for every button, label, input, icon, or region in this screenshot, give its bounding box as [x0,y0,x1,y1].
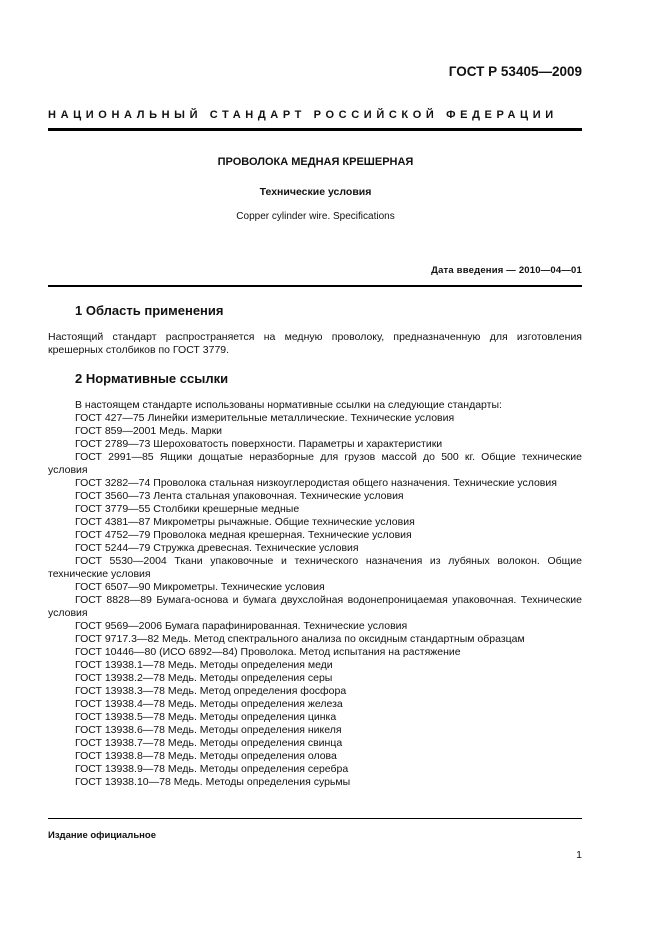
reference-item: ГОСТ 13938.6—78 Медь. Методы определения никеля [75,724,342,736]
reference-item: ГОСТ 13938.9—78 Медь. Методы определения серебра [75,763,349,775]
reference-item: ГОСТ 9569—2006 Бумага парафинированная. Технические условия [75,620,408,632]
official-edition-label: Издание официальное [48,830,156,841]
document-subtitle: Технические условия [259,186,372,198]
reference-item: ГОСТ 13938.3—78 Медь. Метод определения фосфора [75,685,347,697]
reference-item: ГОСТ 2991—85 Ящики дощатые неразборные для грузов массой до 500 кг. Общие технические условия [48,451,582,476]
document-code: ГОСТ Р 53405—2009 [448,64,582,79]
english-title: Copper cylinder wire. Specifications [236,211,395,222]
reference-item: ГОСТ 6507—90 Микрометры. Технические условия [75,581,325,593]
section-1-heading: 1 Область применения [75,303,224,318]
reference-item: ГОСТ 13938.7—78 Медь. Методы определения свинца [75,737,343,749]
reference-item: ГОСТ 13938.8—78 Медь. Методы определения олова [75,750,337,762]
reference-item: ГОСТ 3282—74 Проволока стальная низкоуглеродистая общего назначения. Технические условия [75,477,557,489]
date-rule [48,285,582,287]
reference-item: ГОСТ 13938.1—78 Медь. Методы определения меди [75,659,333,671]
section-2-intro: В настоящем стандарте использованы нормативные ссылки на следующие стандарты: [75,399,502,411]
reference-item: ГОСТ 2789—73 Шероховатость поверхности. Параметры и характеристики [75,438,443,450]
reference-item: ГОСТ 5244—79 Стружка древесная. Технические условия [75,542,359,554]
reference-item: ГОСТ 4752—79 Проволока медная крешерная. Технические условия [75,529,412,541]
national-standard-banner: НАЦИОНАЛЬНЫЙ СТАНДАРТ РОССИЙСКОЙ ФЕДЕРАЦИИ [48,109,558,121]
page-number: 1 [576,849,582,861]
reference-item: ГОСТ 859—2001 Медь. Марки [75,425,223,437]
footer-rule [48,818,582,819]
reference-item: ГОСТ 3560—73 Лента стальная упаковочная. Технические условия [75,490,404,502]
section-2-heading: 2 Нормативные ссылки [75,371,229,386]
reference-item: ГОСТ 13938.5—78 Медь. Методы определения цинка [75,711,337,723]
reference-item: ГОСТ 9717.3—82 Медь. Метод спектрального анализа по оксидным стандартным образцам [75,633,525,645]
reference-item: ГОСТ 10446—80 (ИСО 6892—84) Проволока. Метод испытания на растяжение [75,646,461,658]
reference-item: ГОСТ 13938.4—78 Медь. Методы определения железа [75,698,343,710]
reference-item: ГОСТ 8828—89 Бумага-основа и бумага двухслойная водонепроницаемая упаковочная. Технические условия [48,594,582,619]
introduction-date: Дата введения — 2010—04—01 [431,265,582,276]
reference-item: ГОСТ 427—75 Линейки измерительные металлические. Технические условия [75,412,455,424]
reference-item: ГОСТ 13938.2—78 Медь. Методы определения серы [75,672,333,684]
reference-item: ГОСТ 13938.10—78 Медь. Методы определения сурьмы [75,776,351,788]
reference-list [48,412,582,789]
document-title: ПРОВОЛОКА МЕДНАЯ КРЕШЕРНАЯ [217,156,414,168]
reference-item: ГОСТ 4381—87 Микрометры рычажные. Общие технические условия [75,516,415,528]
reference-item: ГОСТ 5530—2004 Ткани упаковочные и технического назначения из лубяных волокон. Общие технические условия [48,555,582,580]
section-1-paragraph: Настоящий стандарт распространяется на медную проволоку, предназначенную для изготовления крешерных столбиков по ГОСТ 3779. [48,331,582,356]
reference-item: ГОСТ 3779—55 Столбики крешерные медные [75,503,300,515]
header-rule [48,128,582,131]
